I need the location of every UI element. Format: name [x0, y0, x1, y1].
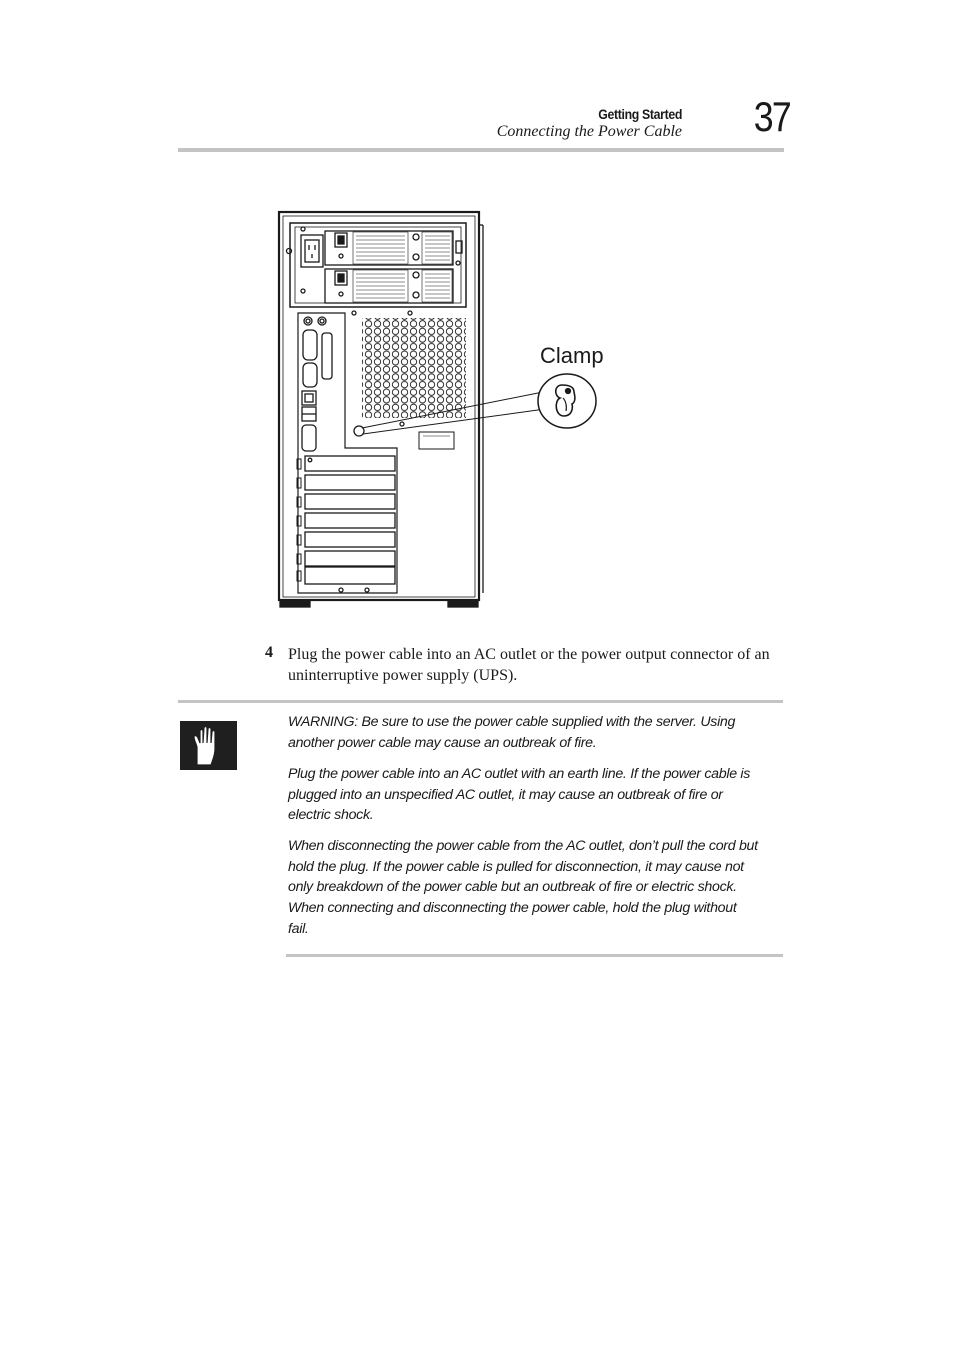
step-number: 4	[265, 644, 273, 661]
page-number: 37	[753, 93, 790, 140]
running-header-section: Connecting the Power Cable	[496, 123, 682, 140]
warning-paragraph-3: When disconnecting the power cable from the AC outlet, don’t pull the cord but hold the plug. If the power cable is pulled for disconnection, it may cause not only breakdown of the power cable but an outbreak of fire or electric shock. When connecting and disconnecting the power cable, hold the plug without fail.	[288, 838, 758, 937]
warning-paragraph-1: WARNING: Be sure to use the power cable supplied with the server. Using another power cable may cause an outbreak of fire.	[288, 714, 736, 751]
warning-paragraph-2: Plug the power cable into an AC outlet with an earth line. If the power cable is plugged into an unspecified AC outlet, it may cause an outbreak of fire or electric shock.	[288, 766, 751, 824]
warning-top-rule	[178, 700, 783, 703]
clamp-callout-label: Clamp	[540, 343, 604, 368]
running-header-chapter: Getting Started	[598, 106, 682, 122]
warning-bottom-rule	[286, 954, 783, 957]
header-rule	[178, 148, 784, 152]
warning-icon-box	[180, 721, 237, 770]
step-text: Plug the power cable into an AC outlet or the power output connector of an uninterruptive power supply (UPS).	[288, 646, 770, 684]
hand-stop-icon	[180, 721, 237, 770]
server-rear-illustration	[270, 205, 610, 610]
